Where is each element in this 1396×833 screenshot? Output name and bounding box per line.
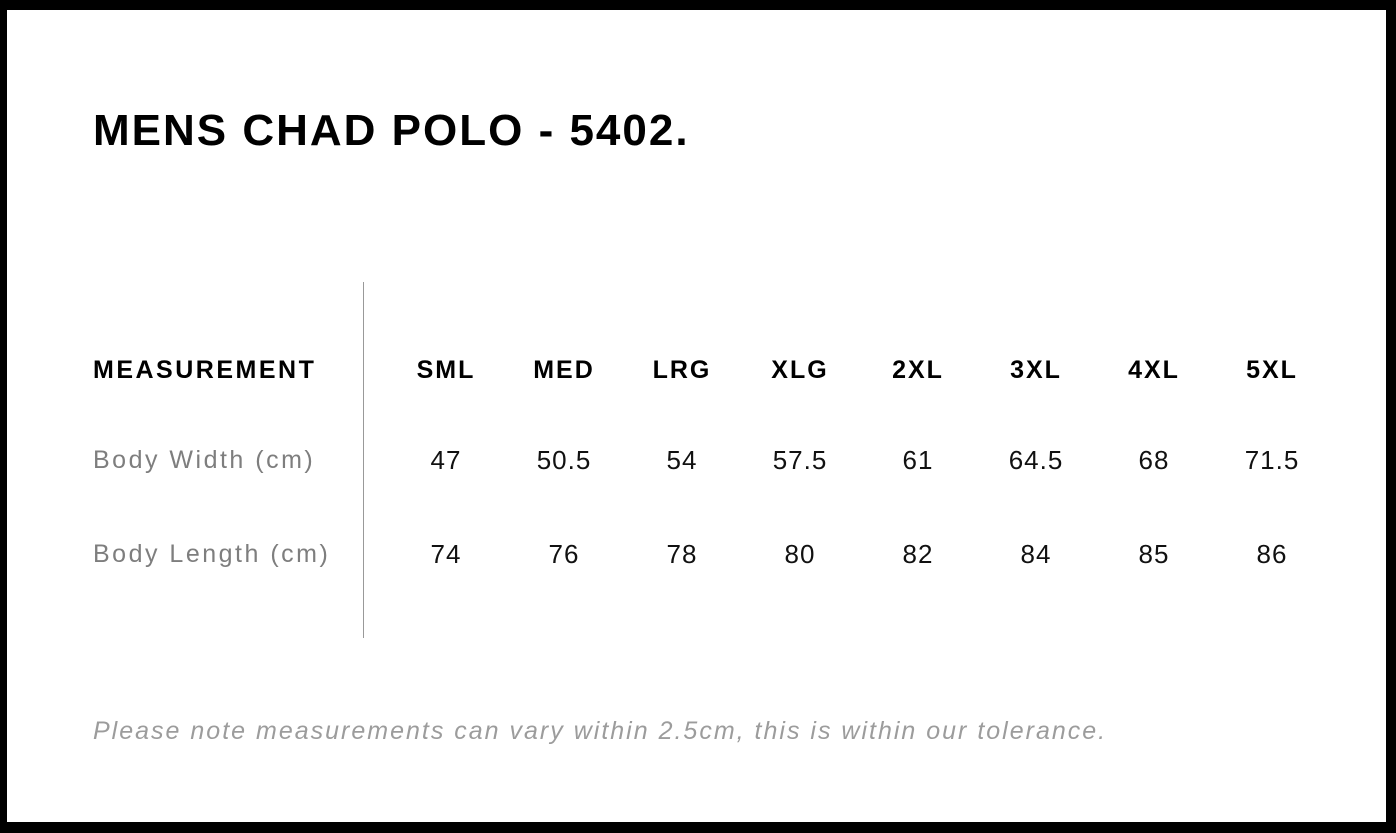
body-length-5xl: 86 [1256, 538, 1288, 569]
size-header-lrg: LRG [652, 355, 712, 384]
tolerance-note: Please note measurements can vary within 2.5cm, this is within our tolerance. [93, 717, 1108, 745]
row-label-body-length: Body Length (cm) [93, 539, 331, 568]
body-width-4xl: 68 [1138, 444, 1170, 475]
size-header-xlg: XLG [771, 355, 829, 384]
body-length-4xl: 85 [1138, 538, 1170, 569]
size-header-sml: SML [416, 355, 476, 384]
body-length-xlg: 80 [784, 538, 816, 569]
size-header-med: MED [533, 355, 595, 384]
page-title: MENS CHAD POLO - 5402. [93, 106, 690, 155]
body-width-xlg: 57.5 [772, 444, 828, 475]
body-width-5xl: 71.5 [1244, 444, 1300, 475]
size-table-header-row [93, 350, 1331, 390]
size-header-2xl: 2XL [892, 355, 944, 384]
body-width-sml: 47 [430, 444, 462, 475]
body-length-med: 76 [548, 538, 580, 569]
body-length-sml: 74 [430, 538, 462, 569]
table-row-body-width [93, 440, 1331, 480]
body-length-3xl: 84 [1020, 538, 1052, 569]
body-width-med: 50.5 [536, 444, 592, 475]
table-row-body-length [93, 534, 1331, 574]
measurement-column-header: MEASUREMENT [93, 355, 317, 384]
size-header-5xl: 5XL [1246, 355, 1298, 384]
body-length-2xl: 82 [902, 538, 934, 569]
body-width-lrg: 54 [666, 444, 698, 475]
body-width-3xl: 64.5 [1008, 444, 1064, 475]
body-length-lrg: 78 [666, 538, 698, 569]
size-header-3xl: 3XL [1010, 355, 1062, 384]
row-label-body-width: Body Width (cm) [93, 445, 316, 474]
body-width-2xl: 61 [902, 444, 934, 475]
size-header-4xl: 4XL [1128, 355, 1180, 384]
size-chart-panel [7, 10, 1386, 822]
